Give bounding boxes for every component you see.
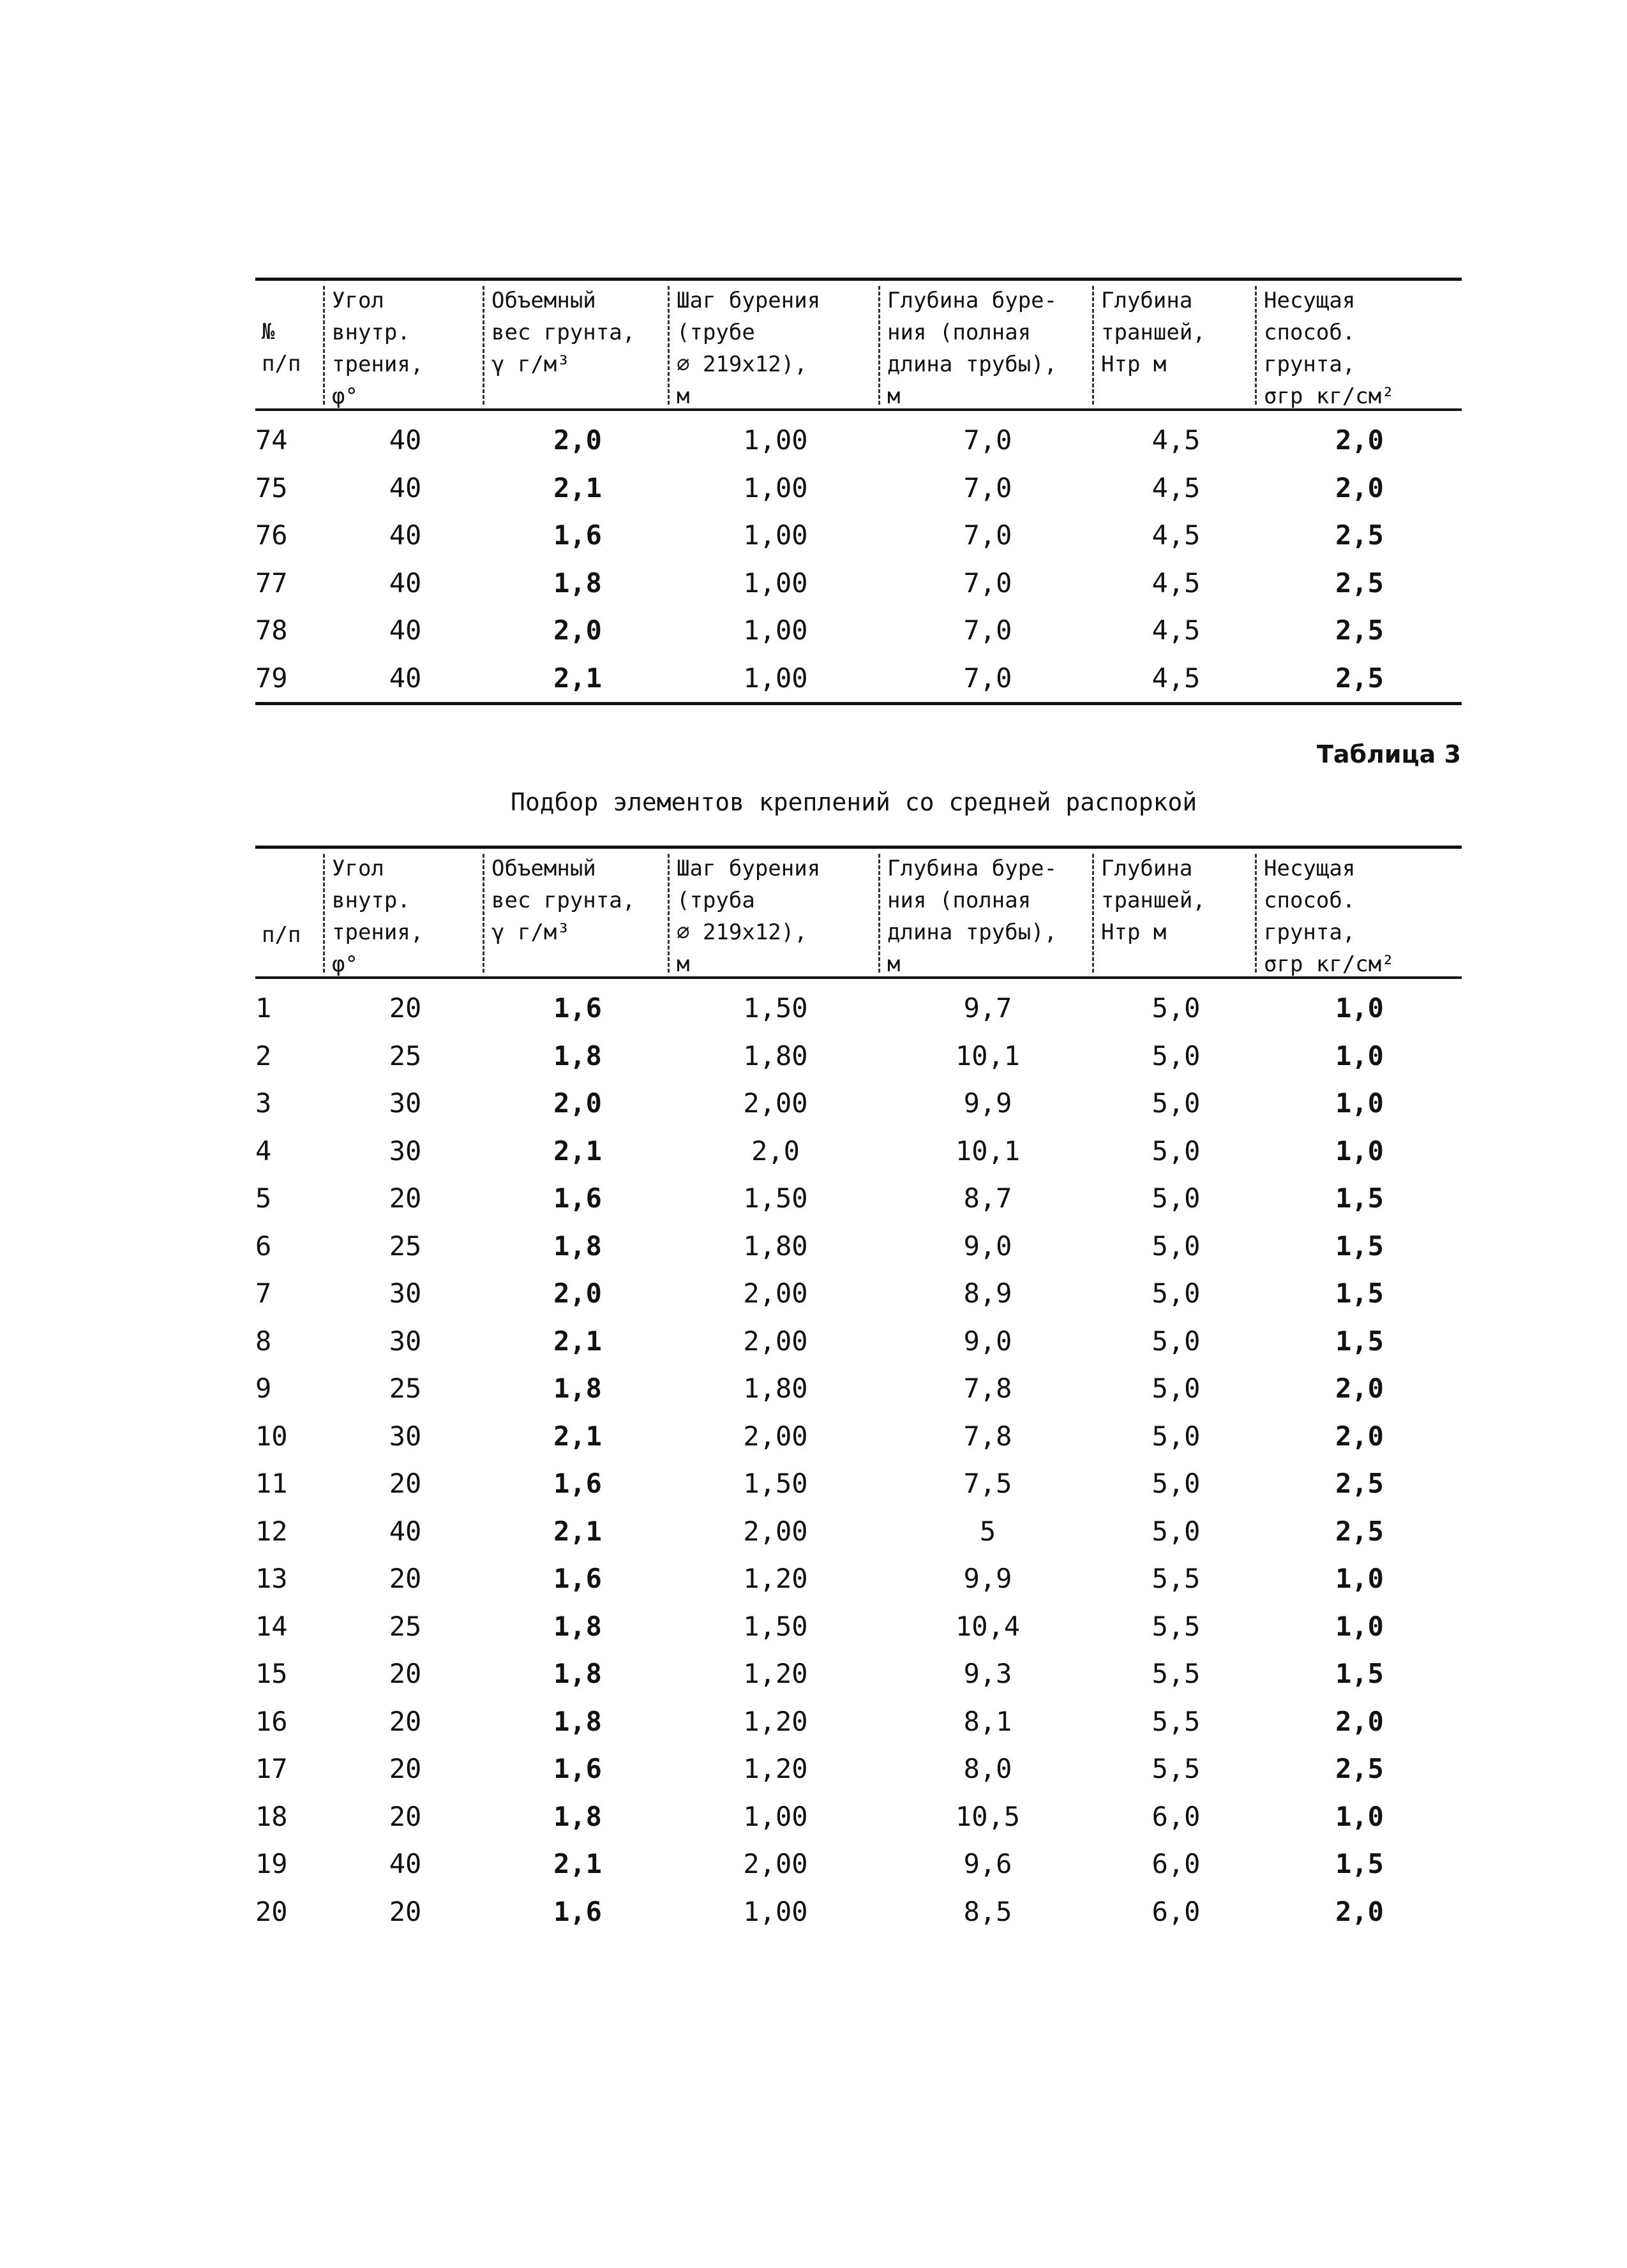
header-line: Угол	[332, 856, 384, 881]
table-cell: 11	[255, 1468, 288, 1499]
table-cell: 2,5	[1335, 519, 1384, 551]
header-line: м	[677, 951, 690, 977]
table-cell: 25	[389, 1373, 422, 1404]
header-line: вес грунта,	[491, 320, 636, 345]
table-cell: 12	[255, 1515, 288, 1547]
table-cell: 1,00	[743, 519, 808, 551]
table-cell: 7,8	[963, 1420, 1012, 1452]
column-divider	[668, 854, 670, 973]
header-line: п/п	[262, 351, 301, 377]
table-cell: 20	[389, 1800, 422, 1832]
table-cell: 2,00	[743, 1325, 808, 1357]
table-cell: 1	[255, 992, 272, 1024]
table-cell: 30	[389, 1325, 422, 1357]
header-cell	[887, 853, 1088, 980]
table-cell: 40	[389, 472, 422, 504]
header-line: Объемный	[491, 288, 596, 313]
header-cell	[1101, 853, 1251, 948]
table-cell: 7,8	[963, 1373, 1012, 1404]
table-cell: 1,0	[1335, 1610, 1384, 1642]
column-divider	[1092, 286, 1094, 405]
column-divider	[1255, 854, 1257, 973]
table-cell: 1,6	[553, 992, 602, 1024]
table-cell: 2,00	[743, 1848, 808, 1879]
table-cell: 1,0	[1335, 1040, 1384, 1071]
table-cell: 20	[255, 1895, 288, 1927]
table-cell: 10,1	[955, 1040, 1021, 1071]
table-cell: 20	[389, 1468, 422, 1499]
table-cell: 25	[389, 1040, 422, 1071]
table-cell: 5,5	[1151, 1610, 1201, 1642]
table-cell: 2,00	[743, 1087, 808, 1119]
table-cell: 2,1	[553, 1135, 602, 1167]
table-cell: 2,0	[751, 1135, 800, 1167]
header-cell	[677, 853, 874, 980]
table-cell: 1,8	[553, 567, 602, 599]
table-bottom-rule	[255, 702, 1462, 705]
table-cell: 1,5	[1335, 1182, 1384, 1214]
table-cell: 2,5	[1335, 615, 1384, 646]
header-line: ⌀ 219x12),	[677, 920, 807, 945]
table-cell: 1,0	[1335, 992, 1384, 1024]
table-cell: 10,4	[955, 1610, 1021, 1642]
table-cell: 4,5	[1151, 472, 1201, 504]
table-cell: 8	[255, 1325, 272, 1357]
table-cell: 1,50	[743, 1182, 808, 1214]
table-cell: 6,0	[1151, 1800, 1201, 1832]
table-cell: 2,0	[1335, 424, 1384, 456]
table-cell: 1,5	[1335, 1658, 1384, 1689]
header-cell	[677, 285, 874, 412]
header-line: Глубина	[1101, 856, 1193, 881]
table-cell: 20	[389, 1182, 422, 1214]
table-cell: 5,5	[1151, 1753, 1201, 1784]
table-cell: 40	[389, 519, 422, 551]
table-cell: 1,6	[553, 1182, 602, 1214]
column-divider	[323, 286, 325, 405]
table-cell: 5,0	[1151, 992, 1201, 1024]
table-cell: 1,5	[1335, 1278, 1384, 1309]
table-cell: 5,0	[1151, 1135, 1201, 1167]
table-cell: 1,0	[1335, 1087, 1384, 1119]
column-divider	[878, 286, 880, 405]
table-cell: 30	[389, 1087, 422, 1119]
table-cell: 4,5	[1151, 519, 1201, 551]
table-cell: 20	[389, 992, 422, 1024]
header-line: длина трубы),	[887, 920, 1058, 945]
table-cell: 10,1	[955, 1135, 1021, 1167]
table-cell: 1,8	[553, 1705, 602, 1737]
table-cell: 2,5	[1335, 1753, 1384, 1784]
table-cell: 7,0	[963, 567, 1012, 599]
table-cell: 1,8	[553, 1658, 602, 1689]
table-cell: 1,20	[743, 1658, 808, 1689]
header-line: γ г/м³	[491, 352, 570, 377]
table-cell: 10,5	[955, 1800, 1021, 1832]
table-cell: 25	[389, 1230, 422, 1262]
table-cell: 79	[255, 662, 288, 694]
table-cell: 5,0	[1151, 1278, 1201, 1309]
header-line: Шаг бурения	[677, 288, 821, 313]
table-cell: 4,5	[1151, 662, 1201, 694]
table-cell: 6,0	[1151, 1895, 1201, 1927]
table-cell: 17	[255, 1753, 288, 1784]
header-line: (трубе	[677, 320, 755, 345]
table-caption: Подбор элементов креплений со средней распоркой	[511, 788, 1197, 816]
header-line: ⌀ 219x12),	[677, 352, 807, 377]
table-cell: 1,0	[1335, 1563, 1384, 1594]
header-line: м	[677, 384, 690, 409]
table-cell: 1,20	[743, 1705, 808, 1737]
header-line: способ.	[1264, 888, 1356, 913]
table-cell: 7	[255, 1278, 272, 1309]
table-cell: 40	[389, 424, 422, 456]
table-cell: 2,5	[1335, 567, 1384, 599]
header-line: σгр кг/см²	[1264, 951, 1395, 977]
table-cell: 2,0	[553, 424, 602, 456]
table-cell: 25	[389, 1610, 422, 1642]
table-cell: 1,5	[1335, 1230, 1384, 1262]
table-cell: 2,5	[1335, 1515, 1384, 1547]
table-cell: 1,6	[553, 519, 602, 551]
table-cell: 15	[255, 1658, 288, 1689]
header-cell	[1264, 285, 1455, 412]
table-cell: 1,00	[743, 662, 808, 694]
table-cell: 16	[255, 1705, 288, 1737]
table-cell: 1,00	[743, 424, 808, 456]
table-cell: 9,0	[963, 1230, 1012, 1262]
table-cell: 18	[255, 1800, 288, 1832]
table-cell: 4,5	[1151, 424, 1201, 456]
header-line: траншей,	[1101, 320, 1206, 345]
table-cell: 7,0	[963, 519, 1012, 551]
table-cell: 2,0	[1335, 472, 1384, 504]
header-line: Несущая	[1264, 856, 1356, 881]
header-line: траншей,	[1101, 888, 1206, 913]
table-cell: 5,0	[1151, 1087, 1201, 1119]
header-cell	[1101, 285, 1251, 380]
table-cell: 9,7	[963, 992, 1012, 1024]
header-line: Объемный	[491, 856, 596, 881]
table-cell: 9,9	[963, 1087, 1012, 1119]
table-cell: 20	[389, 1753, 422, 1784]
table-cell: 2,0	[553, 1278, 602, 1309]
table-cell: 1,8	[553, 1800, 602, 1832]
table-cell: 20	[389, 1895, 422, 1927]
table-cell: 4	[255, 1135, 272, 1167]
table-cell: 1,20	[743, 1563, 808, 1594]
table-cell: 40	[389, 1515, 422, 1547]
table-cell: 2,1	[553, 1515, 602, 1547]
table-cell: 1,80	[743, 1373, 808, 1404]
header-line: трения,	[332, 352, 424, 377]
table-cell: 1,50	[743, 1610, 808, 1642]
header-line: грунта,	[1264, 352, 1356, 377]
table-cell: 8,7	[963, 1182, 1012, 1214]
column-divider	[483, 286, 484, 405]
table-cell: 2,5	[1335, 1468, 1384, 1499]
table-cell: 76	[255, 519, 288, 551]
header-line: способ.	[1264, 320, 1356, 345]
table-cell: 1,50	[743, 992, 808, 1024]
table-cell: 1,00	[743, 472, 808, 504]
header-cell	[887, 285, 1088, 412]
header-line: (труба	[677, 888, 755, 913]
table-cell: 30	[389, 1278, 422, 1309]
header-line: Глубина	[1101, 288, 1193, 313]
table-cell: 78	[255, 615, 288, 646]
table-number: Таблица 3	[1316, 740, 1461, 768]
table-cell: 1,8	[553, 1040, 602, 1071]
table-cell: 5,0	[1151, 1373, 1201, 1404]
table-cell: 20	[389, 1563, 422, 1594]
table-cell: 2,5	[1335, 662, 1384, 694]
table-cell: 5,5	[1151, 1705, 1201, 1737]
table-cell: 1,0	[1335, 1135, 1384, 1167]
header-line: грунта,	[1264, 920, 1356, 945]
table-cell: 2,0	[553, 1087, 602, 1119]
table-cell: 1,00	[743, 567, 808, 599]
table-cell: 6	[255, 1230, 272, 1262]
table-cell: 30	[389, 1135, 422, 1167]
header-line: внутр.	[332, 320, 410, 345]
header-line: п/п	[262, 922, 301, 948]
header-line: Hтр м	[1101, 920, 1167, 945]
column-divider	[1092, 854, 1094, 973]
table-cell: 77	[255, 567, 288, 599]
header-line: длина трубы),	[887, 352, 1058, 377]
table-cell: 30	[389, 1420, 422, 1452]
table-cell: 8,1	[963, 1705, 1012, 1737]
table-cell: 9,9	[963, 1563, 1012, 1594]
table-cell: 7,0	[963, 472, 1012, 504]
table-cell: 5,0	[1151, 1230, 1201, 1262]
header-line: Глубина буре-	[887, 288, 1058, 313]
table-cell: 9,6	[963, 1848, 1012, 1879]
header-line: γ г/м³	[491, 920, 570, 945]
table-cell: 1,5	[1335, 1848, 1384, 1879]
table-cell: 1,20	[743, 1753, 808, 1784]
table-cell: 8,0	[963, 1753, 1012, 1784]
header-cell	[491, 853, 664, 948]
header-line: φ°	[332, 384, 358, 409]
table-cell: 13	[255, 1563, 288, 1594]
header-line: внутр.	[332, 888, 410, 913]
table-cell: 1,8	[553, 1230, 602, 1262]
table-cell: 40	[389, 567, 422, 599]
table-cell: 40	[389, 662, 422, 694]
table-cell: 1,00	[743, 1895, 808, 1927]
table-cell: 2,00	[743, 1515, 808, 1547]
table-cell: 1,5	[1335, 1325, 1384, 1357]
header-line: Несущая	[1264, 288, 1356, 313]
table-cell: 19	[255, 1848, 288, 1879]
table-header	[255, 278, 1462, 411]
table-cell: 9,3	[963, 1658, 1012, 1689]
table-cell: 5,0	[1151, 1468, 1201, 1499]
table-cell: 9,0	[963, 1325, 1012, 1357]
table-cell: 1,8	[553, 1610, 602, 1642]
table-cell: 7,0	[963, 424, 1012, 456]
table-cell: 4,5	[1151, 567, 1201, 599]
table-cell: 5,5	[1151, 1658, 1201, 1689]
header-line: м	[887, 384, 901, 409]
table-cell: 5	[979, 1515, 996, 1547]
header-line: σгр кг/см²	[1264, 384, 1395, 409]
header-line: м	[887, 951, 901, 977]
header-line: Hтр м	[1101, 352, 1167, 377]
header-line: №	[262, 319, 275, 345]
table-cell: 5	[255, 1182, 272, 1214]
table-cell: 1,6	[553, 1563, 602, 1594]
table-cell: 2,0	[1335, 1420, 1384, 1452]
column-divider	[668, 286, 670, 405]
table-cell: 75	[255, 472, 288, 504]
table-cell: 2,0	[1335, 1895, 1384, 1927]
table-cell: 5,0	[1151, 1182, 1201, 1214]
table-cell: 8,5	[963, 1895, 1012, 1927]
table-cell: 5,0	[1151, 1325, 1201, 1357]
table-cell: 6,0	[1151, 1848, 1201, 1879]
header-line: вес грунта,	[491, 888, 636, 913]
table-cell: 2,1	[553, 1325, 602, 1357]
table-cell: 2	[255, 1040, 272, 1071]
table-cell: 7,0	[963, 662, 1012, 694]
header-cell	[332, 853, 479, 980]
table-cell: 2,1	[553, 1848, 602, 1879]
column-divider	[483, 854, 484, 973]
table-cell: 2,00	[743, 1420, 808, 1452]
header-cell	[491, 285, 664, 380]
header-cell	[262, 316, 319, 380]
table-cell: 9	[255, 1373, 272, 1404]
table-cell: 1,6	[553, 1895, 602, 1927]
header-line: ния (полная	[887, 888, 1031, 913]
header-cell	[332, 285, 479, 412]
table-cell: 5,0	[1151, 1420, 1201, 1452]
header-line: Шаг бурения	[677, 856, 821, 881]
table-cell: 1,6	[553, 1468, 602, 1499]
table-cell: 1,00	[743, 1800, 808, 1832]
table-cell: 40	[389, 615, 422, 646]
table-cell: 2,0	[1335, 1705, 1384, 1737]
table-cell: 7,5	[963, 1468, 1012, 1499]
table-cell: 8,9	[963, 1278, 1012, 1309]
table-cell: 5,0	[1151, 1040, 1201, 1071]
header-line: Глубина буре-	[887, 856, 1058, 881]
table-header	[255, 846, 1462, 979]
table-cell: 1,8	[553, 1373, 602, 1404]
header-line: φ°	[332, 951, 358, 977]
column-divider	[878, 854, 880, 973]
table-cell: 40	[389, 1848, 422, 1879]
table-cell: 2,1	[553, 472, 602, 504]
header-cell	[262, 919, 319, 951]
column-divider	[1255, 286, 1257, 405]
table-cell: 4,5	[1151, 615, 1201, 646]
header-line: Угол	[332, 288, 384, 313]
table-cell: 7,0	[963, 615, 1012, 646]
table-cell: 20	[389, 1705, 422, 1737]
column-divider	[323, 854, 325, 973]
header-cell	[1264, 853, 1455, 980]
table-cell: 10	[255, 1420, 288, 1452]
table-cell: 20	[389, 1658, 422, 1689]
header-line: трения,	[332, 920, 424, 945]
table-cell: 1,00	[743, 615, 808, 646]
table-cell: 1,80	[743, 1230, 808, 1262]
table-cell: 1,80	[743, 1040, 808, 1071]
table-cell: 74	[255, 424, 288, 456]
table-cell: 5,5	[1151, 1563, 1201, 1594]
table-cell: 2,0	[553, 615, 602, 646]
table-cell: 14	[255, 1610, 288, 1642]
table-cell: 2,1	[553, 1420, 602, 1452]
table-cell: 2,1	[553, 662, 602, 694]
table-cell: 3	[255, 1087, 272, 1119]
table-cell: 1,0	[1335, 1800, 1384, 1832]
table-cell: 2,0	[1335, 1373, 1384, 1404]
table-cell: 2,00	[743, 1278, 808, 1309]
table-cell: 1,6	[553, 1753, 602, 1784]
table-cell: 5,0	[1151, 1515, 1201, 1547]
table-cell: 1,50	[743, 1468, 808, 1499]
header-line: ния (полная	[887, 320, 1031, 345]
